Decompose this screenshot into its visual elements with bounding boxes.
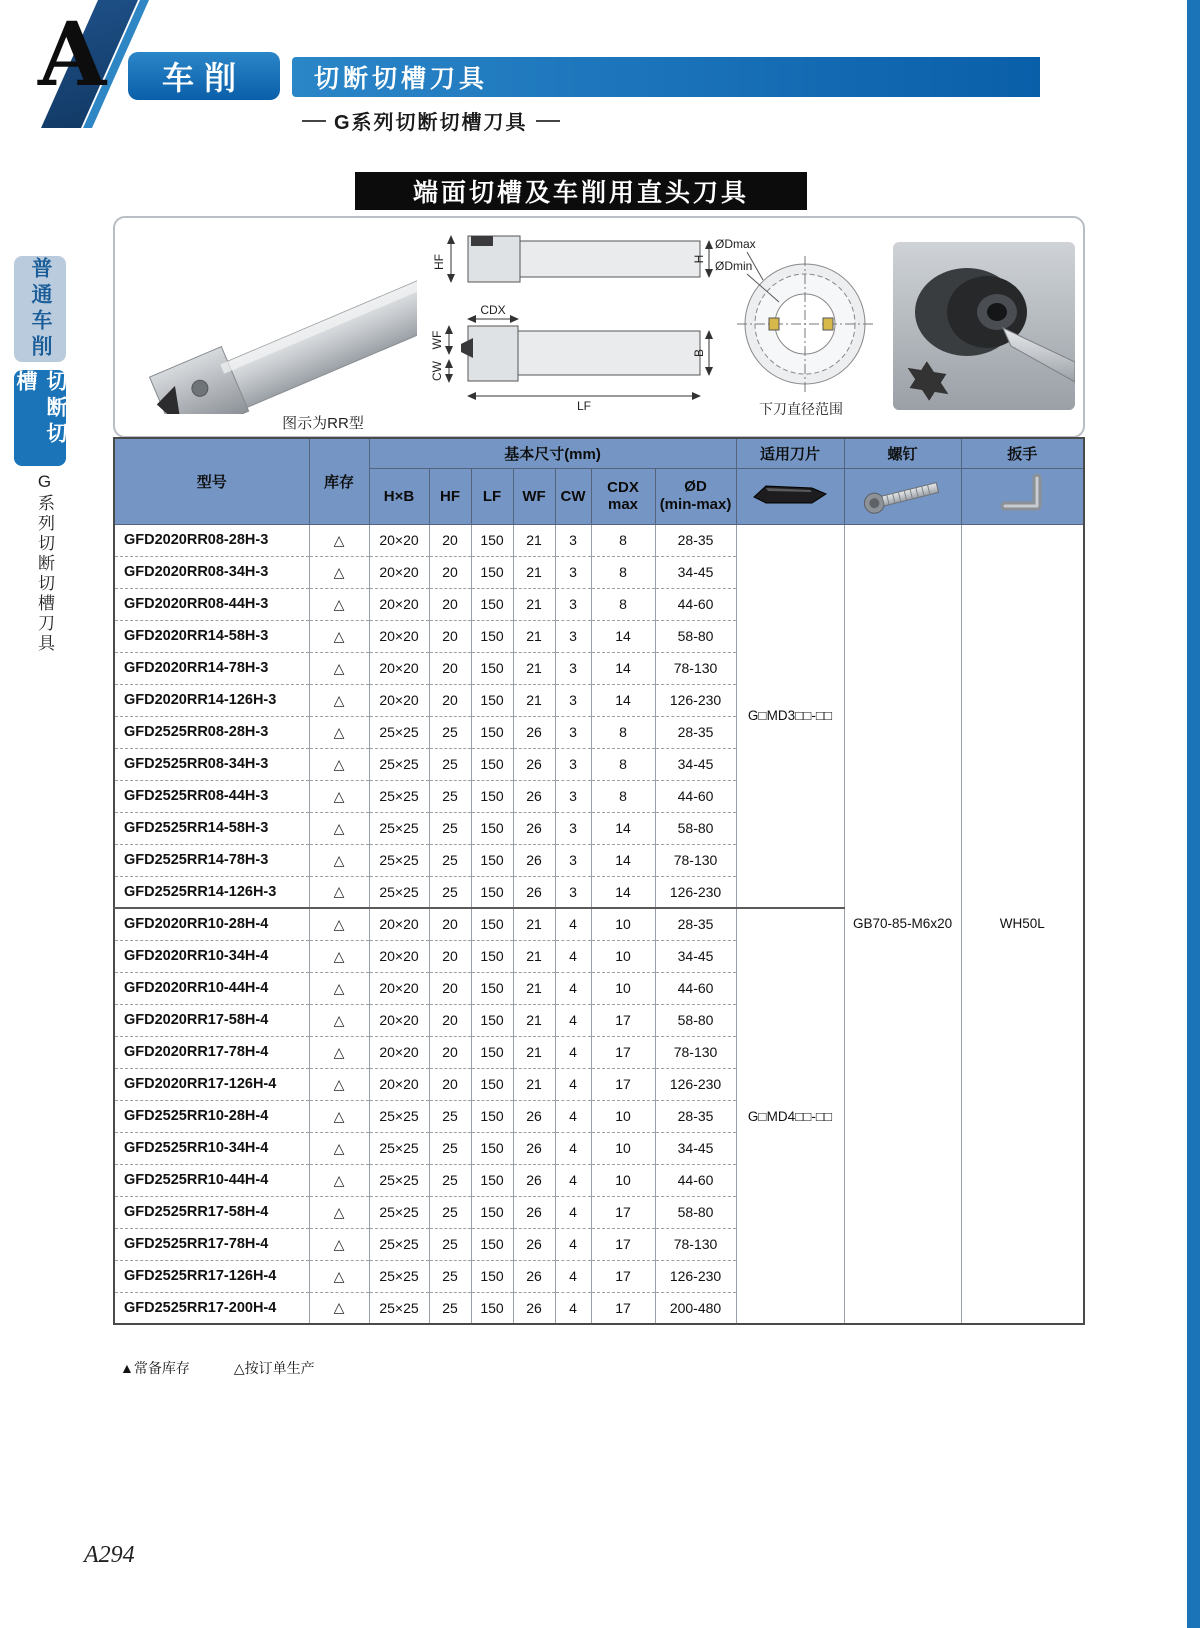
dim-cell: 10 xyxy=(591,940,655,972)
dim-cell: 78-130 xyxy=(655,1036,736,1068)
stock-cell: △ xyxy=(309,780,369,812)
dim-cell: 25×25 xyxy=(369,1196,429,1228)
dim-cell: 126-230 xyxy=(655,1068,736,1100)
dim-cell: 26 xyxy=(513,876,555,908)
model-cell: GFD2020RR10-28H-4 xyxy=(114,908,309,940)
dim-cell: 150 xyxy=(471,1292,513,1324)
dim-cell: 20 xyxy=(429,556,471,588)
dim-cell: 20×20 xyxy=(369,556,429,588)
stock-cell: △ xyxy=(309,1068,369,1100)
dim-cell: 26 xyxy=(513,748,555,780)
model-cell: GFD2020RR17-78H-4 xyxy=(114,1036,309,1068)
dim-cell: 4 xyxy=(555,940,591,972)
dim-cell: 21 xyxy=(513,908,555,940)
dim-cell: 25 xyxy=(429,876,471,908)
stock-cell: △ xyxy=(309,1004,369,1036)
dim-cell: 4 xyxy=(555,1292,591,1324)
legend-made-to-order: △按订单生产 xyxy=(233,1360,315,1376)
model-cell: GFD2525RR14-58H-3 xyxy=(114,812,309,844)
cutting-diameter-diagram xyxy=(713,232,889,424)
insert-model-group2: G□MD4□□-□□ xyxy=(736,908,844,1324)
dim-cell: 126-230 xyxy=(655,876,736,908)
dim-cell: 150 xyxy=(471,1036,513,1068)
dim-cell: 14 xyxy=(591,876,655,908)
dim-cell: 25×25 xyxy=(369,1292,429,1324)
stock-cell: △ xyxy=(309,716,369,748)
dim-cell: 25×25 xyxy=(369,1228,429,1260)
model-cell: GFD2020RR08-44H-3 xyxy=(114,588,309,620)
dim-cell: 4 xyxy=(555,1036,591,1068)
dim-cell: 17 xyxy=(591,1068,655,1100)
product-title-bar: 端面切槽及车削用直头刀具 xyxy=(355,172,807,210)
dim-cell: 20×20 xyxy=(369,908,429,940)
dim-cell: 25 xyxy=(429,1260,471,1292)
dim-cell: 25×25 xyxy=(369,1164,429,1196)
dim-cell: 3 xyxy=(555,780,591,812)
tool-photo-image xyxy=(121,232,417,414)
dim-cell: 20×20 xyxy=(369,972,429,1004)
table-header xyxy=(114,438,1084,524)
dim-cell: 21 xyxy=(513,588,555,620)
dim-cell: 25 xyxy=(429,1228,471,1260)
screw-photo xyxy=(857,474,949,514)
dim-cell: 25×25 xyxy=(369,780,429,812)
stock-cell: △ xyxy=(309,524,369,556)
dim-cell: 21 xyxy=(513,652,555,684)
label-wf: WF xyxy=(430,330,444,350)
diagram-caption: 图示为RR型 xyxy=(282,415,364,432)
insert-model-group1: G□MD3□□-□□ xyxy=(736,524,844,908)
dim-cell: 20 xyxy=(429,1004,471,1036)
model-cell: GFD2525RR10-34H-4 xyxy=(114,1132,309,1164)
table-row xyxy=(114,524,1084,556)
wrench-photo xyxy=(987,472,1057,516)
dim-cell: 17 xyxy=(591,1196,655,1228)
dim-cell: 4 xyxy=(555,1164,591,1196)
model-cell: GFD2525RR10-28H-4 xyxy=(114,1100,309,1132)
col-header-screw: 螺钉 xyxy=(844,438,961,468)
dim-cell: 3 xyxy=(555,620,591,652)
dim-cell: 26 xyxy=(513,812,555,844)
dim-cell: 10 xyxy=(591,1100,655,1132)
model-cell: GFD2525RR17-200H-4 xyxy=(114,1292,309,1324)
dim-cell: 150 xyxy=(471,748,513,780)
dim-cell: 8 xyxy=(591,716,655,748)
dim-cell: 25 xyxy=(429,844,471,876)
model-cell: GFD2020RR14-58H-3 xyxy=(114,620,309,652)
stock-cell: △ xyxy=(309,1164,369,1196)
dim-cell: 150 xyxy=(471,620,513,652)
model-cell: GFD2525RR08-34H-3 xyxy=(114,748,309,780)
model-cell: GFD2020RR17-126H-4 xyxy=(114,1068,309,1100)
label-h: H xyxy=(692,254,706,264)
section-letter: A xyxy=(38,2,107,106)
dim-cell: 44-60 xyxy=(655,972,736,1004)
dim-cell: 8 xyxy=(591,780,655,812)
stock-cell: △ xyxy=(309,844,369,876)
dim-cell: 20 xyxy=(429,940,471,972)
dim-cell: 3 xyxy=(555,844,591,876)
dim-cell: 150 xyxy=(471,652,513,684)
dim-cell: 26 xyxy=(513,1196,555,1228)
dimension-drawings xyxy=(413,226,713,432)
dim-cell: 20×20 xyxy=(369,1036,429,1068)
dim-cell: 3 xyxy=(555,812,591,844)
dim-cell: 126-230 xyxy=(655,1260,736,1292)
col-header-stock: 库存 xyxy=(309,438,369,524)
dim-cell: 26 xyxy=(513,1100,555,1132)
application-photo xyxy=(893,242,1075,410)
dim-cell: 17 xyxy=(591,1036,655,1068)
dim-cell: 4 xyxy=(555,1068,591,1100)
dim-cell: 34-45 xyxy=(655,1132,736,1164)
dim-cell: 14 xyxy=(591,684,655,716)
dim-cell: 8 xyxy=(591,524,655,556)
stock-cell: △ xyxy=(309,1260,369,1292)
model-cell: GFD2020RR10-44H-4 xyxy=(114,972,309,1004)
stock-cell: △ xyxy=(309,620,369,652)
dim-cell: 150 xyxy=(471,908,513,940)
dim-cell: 21 xyxy=(513,620,555,652)
dim-cell: 20×20 xyxy=(369,940,429,972)
dim-cell: 26 xyxy=(513,844,555,876)
sidebar-series-label: G系列切断切槽刀具 xyxy=(35,472,54,654)
dim-cell: 150 xyxy=(471,1196,513,1228)
screw-photo-cell xyxy=(844,468,961,524)
insert-photo-cell xyxy=(736,468,844,524)
dim-cell: 28-35 xyxy=(655,716,736,748)
stock-cell: △ xyxy=(309,940,369,972)
sidebar-tab-cutoff-grooving[interactable]: 切断切槽 xyxy=(14,370,66,466)
category-badge: 车削 xyxy=(128,52,280,100)
dim-cell: 17 xyxy=(591,1004,655,1036)
dim-cell: 3 xyxy=(555,684,591,716)
dim-cell: 21 xyxy=(513,1068,555,1100)
col-header-hf: HF xyxy=(429,468,471,524)
dim-cell: 150 xyxy=(471,588,513,620)
dim-cell: 150 xyxy=(471,556,513,588)
dim-cell: 34-45 xyxy=(655,748,736,780)
dim-cell: 25 xyxy=(429,780,471,812)
dim-cell: 34-45 xyxy=(655,556,736,588)
dim-cell: 25 xyxy=(429,1164,471,1196)
label-od-max: ØDmax xyxy=(715,237,756,251)
dim-cell: 3 xyxy=(555,876,591,908)
dim-cell: 26 xyxy=(513,1228,555,1260)
dim-cell: 25 xyxy=(429,1100,471,1132)
dim-cell: 25 xyxy=(429,748,471,780)
model-cell: GFD2525RR14-78H-3 xyxy=(114,844,309,876)
dim-cell: 25×25 xyxy=(369,748,429,780)
dim-cell: 21 xyxy=(513,940,555,972)
model-cell: GFD2020RR08-28H-3 xyxy=(114,524,309,556)
dim-cell: 58-80 xyxy=(655,1004,736,1036)
dim-cell: 3 xyxy=(555,588,591,620)
dim-cell: 3 xyxy=(555,524,591,556)
col-header-wrench: 扳手 xyxy=(961,438,1084,468)
dim-cell: 20 xyxy=(429,972,471,1004)
diagram-panel xyxy=(113,216,1085,438)
dim-cell: 8 xyxy=(591,748,655,780)
stock-cell: △ xyxy=(309,652,369,684)
dim-cell: 4 xyxy=(555,1100,591,1132)
dim-cell: 150 xyxy=(471,1228,513,1260)
dim-cell: 4 xyxy=(555,1260,591,1292)
dim-cell: 20 xyxy=(429,908,471,940)
model-cell: GFD2525RR08-28H-3 xyxy=(114,716,309,748)
dim-cell: 10 xyxy=(591,1132,655,1164)
model-cell: GFD2020RR14-78H-3 xyxy=(114,652,309,684)
dim-cell: 25×25 xyxy=(369,876,429,908)
dim-cell: 150 xyxy=(471,876,513,908)
stock-cell: △ xyxy=(309,1292,369,1324)
dim-cell: 20×20 xyxy=(369,1004,429,1036)
dim-cell: 20 xyxy=(429,620,471,652)
dim-cell: 3 xyxy=(555,556,591,588)
dim-cell: 14 xyxy=(591,620,655,652)
wrench-photo-cell xyxy=(961,468,1084,524)
dim-cell: 20 xyxy=(429,1068,471,1100)
dim-cell: 10 xyxy=(591,908,655,940)
dim-cell: 10 xyxy=(591,972,655,1004)
dim-cell: 26 xyxy=(513,780,555,812)
legend-stocked: ▲常备库存 xyxy=(120,1360,190,1376)
dim-cell: 150 xyxy=(471,940,513,972)
dim-cell: 34-45 xyxy=(655,940,736,972)
dim-cell: 44-60 xyxy=(655,780,736,812)
dim-cell: 20 xyxy=(429,684,471,716)
dim-cell: 26 xyxy=(513,716,555,748)
col-header-basic-dims: 基本尺寸(mm) xyxy=(369,438,736,468)
model-cell: GFD2020RR14-126H-3 xyxy=(114,684,309,716)
col-header-wf: WF xyxy=(513,468,555,524)
stock-cell: △ xyxy=(309,1100,369,1132)
col-header-od xyxy=(655,468,736,524)
dim-cell: 26 xyxy=(513,1132,555,1164)
dim-cell: 25×25 xyxy=(369,716,429,748)
model-cell: GFD2020RR08-34H-3 xyxy=(114,556,309,588)
dim-cell: 4 xyxy=(555,908,591,940)
dim-cell: 150 xyxy=(471,812,513,844)
dim-cell: 21 xyxy=(513,972,555,1004)
dim-cell: 150 xyxy=(471,844,513,876)
dim-cell: 20×20 xyxy=(369,1068,429,1100)
dim-cell: 17 xyxy=(591,1228,655,1260)
dim-cell: 4 xyxy=(555,1132,591,1164)
page-edge-stripe xyxy=(1187,0,1200,1628)
dim-cell: 20×20 xyxy=(369,524,429,556)
dim-cell: 150 xyxy=(471,524,513,556)
series-subtitle: G系列切断切槽刀具 xyxy=(302,106,560,135)
label-lf: LF xyxy=(576,399,592,413)
dim-cell: 3 xyxy=(555,748,591,780)
dim-cell: 26 xyxy=(513,1164,555,1196)
dim-cell: 78-130 xyxy=(655,1228,736,1260)
dim-cell: 25 xyxy=(429,812,471,844)
dim-cell: 25×25 xyxy=(369,844,429,876)
table-body xyxy=(114,524,1084,1324)
dim-cell: 20×20 xyxy=(369,652,429,684)
dim-cell: 150 xyxy=(471,1164,513,1196)
dim-cell: 150 xyxy=(471,1004,513,1036)
dim-cell: 20 xyxy=(429,524,471,556)
dim-cell: 150 xyxy=(471,1260,513,1292)
dim-cell: 26 xyxy=(513,1292,555,1324)
dim-cell: 21 xyxy=(513,556,555,588)
stock-cell: △ xyxy=(309,972,369,1004)
dim-cell: 14 xyxy=(591,844,655,876)
model-cell: GFD2525RR17-78H-4 xyxy=(114,1228,309,1260)
dim-cell: 200-480 xyxy=(655,1292,736,1324)
stock-cell: △ xyxy=(309,1196,369,1228)
dim-cell: 28-35 xyxy=(655,524,736,556)
label-od-min: ØDmin xyxy=(715,259,753,273)
stock-cell: △ xyxy=(309,748,369,780)
dim-cell: 44-60 xyxy=(655,1164,736,1196)
label-hf: HF xyxy=(432,254,446,270)
title-banner: 切断切槽刀具 xyxy=(292,57,1040,97)
col-header-hxb: H×B xyxy=(369,468,429,524)
dim-cell: 3 xyxy=(555,652,591,684)
dim-cell: 44-60 xyxy=(655,588,736,620)
dim-cell: 126-230 xyxy=(655,684,736,716)
dim-cell: 4 xyxy=(555,1196,591,1228)
dim-cell: 21 xyxy=(513,1036,555,1068)
model-cell: GFD2525RR17-126H-4 xyxy=(114,1260,309,1292)
dim-cell: 28-35 xyxy=(655,1100,736,1132)
label-range-caption: 下刀直径范围 xyxy=(759,401,843,417)
product-table xyxy=(113,437,1085,1325)
dim-cell: 58-80 xyxy=(655,620,736,652)
wrench-model: WH50L xyxy=(961,524,1084,1324)
col-header-model: 型号 xyxy=(114,438,309,524)
dim-cell: 58-80 xyxy=(655,812,736,844)
od-line2: (min-max) xyxy=(659,496,732,513)
label-cdx: CDX xyxy=(480,303,506,317)
dim-cell: 8 xyxy=(591,588,655,620)
dim-cell: 21 xyxy=(513,1004,555,1036)
dim-cell: 20 xyxy=(429,652,471,684)
dim-cell: 4 xyxy=(555,1004,591,1036)
dim-cell: 25×25 xyxy=(369,1100,429,1132)
dim-cell: 150 xyxy=(471,1100,513,1132)
dim-cell: 150 xyxy=(471,780,513,812)
dim-cell: 21 xyxy=(513,524,555,556)
dim-cell: 20×20 xyxy=(369,588,429,620)
label-cw: CW xyxy=(430,361,444,381)
model-cell: GFD2525RR17-58H-4 xyxy=(114,1196,309,1228)
model-cell: GFD2020RR17-58H-4 xyxy=(114,1004,309,1036)
dim-cell: 25 xyxy=(429,716,471,748)
stock-cell: △ xyxy=(309,1036,369,1068)
model-cell: GFD2020RR10-34H-4 xyxy=(114,940,309,972)
screw-model: GB70-85-M6x20 xyxy=(844,524,961,1324)
stock-cell: △ xyxy=(309,876,369,908)
stock-cell: △ xyxy=(309,556,369,588)
dim-cell: 25×25 xyxy=(369,1132,429,1164)
dim-cell: 20×20 xyxy=(369,684,429,716)
dim-cell: 26 xyxy=(513,1260,555,1292)
dim-cell: 8 xyxy=(591,556,655,588)
label-b: B xyxy=(692,348,706,358)
dim-cell: 58-80 xyxy=(655,1196,736,1228)
col-header-cdx: CDX max xyxy=(591,468,655,524)
insert-photo xyxy=(750,479,830,509)
dim-cell: 17 xyxy=(591,1292,655,1324)
model-cell: GFD2525RR14-126H-3 xyxy=(114,876,309,908)
stock-cell: △ xyxy=(309,1228,369,1260)
footer-legend xyxy=(120,1358,315,1378)
dim-cell: 25 xyxy=(429,1132,471,1164)
dim-cell: 3 xyxy=(555,716,591,748)
stock-cell: △ xyxy=(309,908,369,940)
dim-cell: 78-130 xyxy=(655,652,736,684)
dim-cell: 25×25 xyxy=(369,812,429,844)
dim-cell: 4 xyxy=(555,1228,591,1260)
dim-cell: 20 xyxy=(429,1036,471,1068)
dim-cell: 17 xyxy=(591,1260,655,1292)
dim-cell: 4 xyxy=(555,972,591,1004)
dim-cell: 25 xyxy=(429,1196,471,1228)
dim-cell: 150 xyxy=(471,684,513,716)
dim-cell: 21 xyxy=(513,684,555,716)
dim-cell: 150 xyxy=(471,972,513,1004)
dim-cell: 25 xyxy=(429,1292,471,1324)
dim-cell: 150 xyxy=(471,1068,513,1100)
dim-cell: 28-35 xyxy=(655,908,736,940)
dim-cell: 20×20 xyxy=(369,620,429,652)
stock-cell: △ xyxy=(309,588,369,620)
model-cell: GFD2525RR08-44H-3 xyxy=(114,780,309,812)
dim-cell: 150 xyxy=(471,1132,513,1164)
dim-cell: 20 xyxy=(429,588,471,620)
stock-cell: △ xyxy=(309,1132,369,1164)
dim-cell: 14 xyxy=(591,812,655,844)
dim-cell: 78-130 xyxy=(655,844,736,876)
col-header-lf: LF xyxy=(471,468,513,524)
dim-cell: 150 xyxy=(471,716,513,748)
od-line1: ØD xyxy=(684,478,707,495)
col-header-insert: 适用刀片 xyxy=(736,438,844,468)
col-header-cw: CW xyxy=(555,468,591,524)
stock-cell: △ xyxy=(309,684,369,716)
dim-cell: 14 xyxy=(591,652,655,684)
stock-cell: △ xyxy=(309,812,369,844)
dim-cell: 25×25 xyxy=(369,1260,429,1292)
dim-cell: 10 xyxy=(591,1164,655,1196)
page-number: A294 xyxy=(84,1542,135,1568)
model-cell: GFD2525RR10-44H-4 xyxy=(114,1164,309,1196)
sidebar-tab-general-turning[interactable]: 普通车削 xyxy=(14,256,66,362)
